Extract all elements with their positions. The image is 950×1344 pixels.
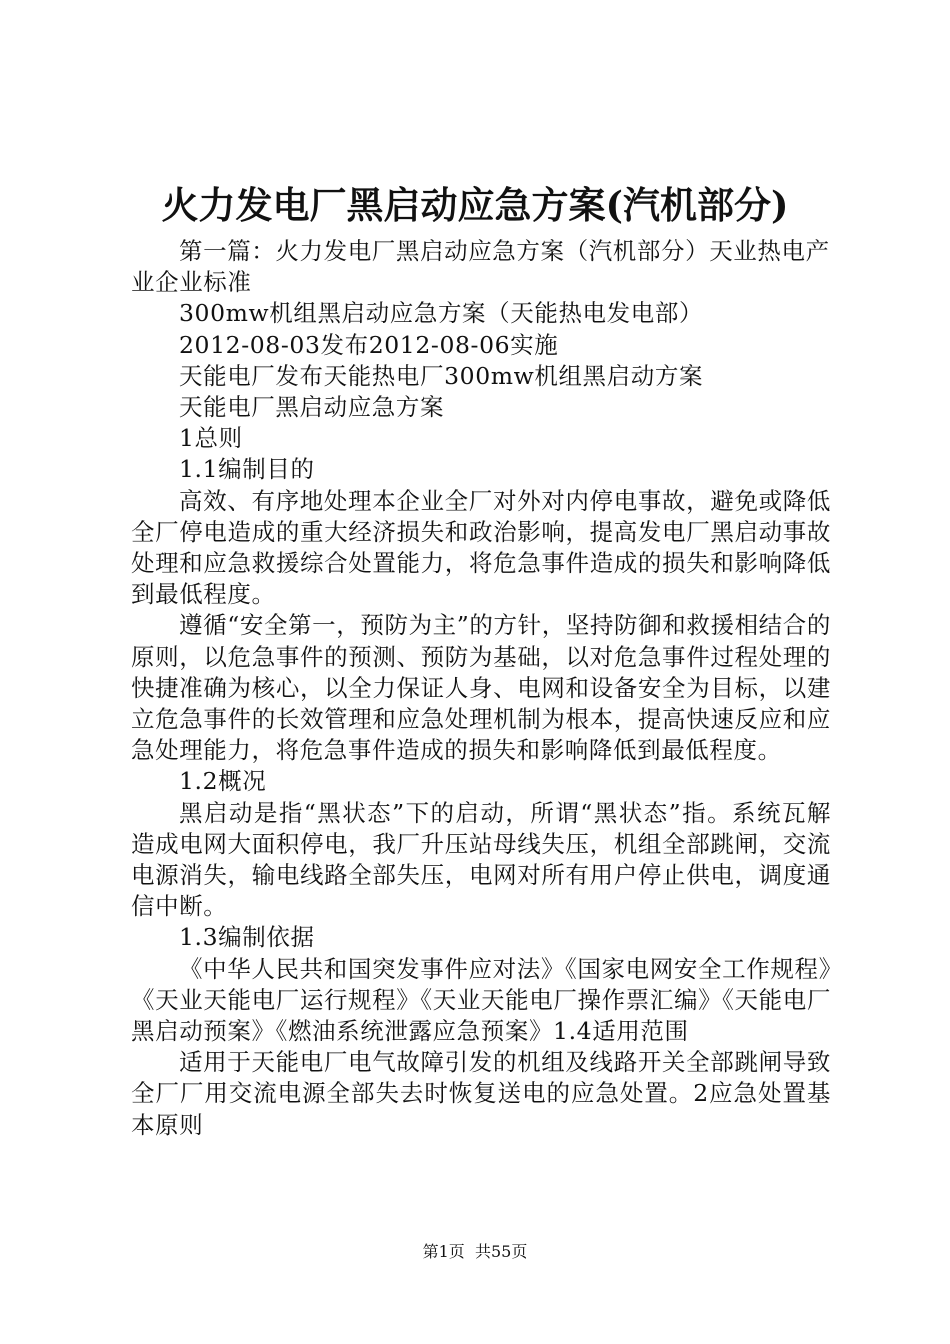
paragraph-overview: 黑启动是指“黑状态”下的启动，所谓“黑状态”指。系统瓦解造成电网大面积停电，我厂升压站母线失压，机组全部跳闸，交流电源消失，输电线路全部失压，电网对所有用户停止供电，调度通信中断。	[131, 798, 831, 921]
paragraph-scope: 适用于天能电厂电气故障引发的机组及线路开关全部跳闸导致全厂厂用交流电源全部失去时恢复送电的应急处置。2应急处置基本原则	[131, 1048, 831, 1139]
paragraph-principle: 遵循“安全第一，预防为主”的方针，坚持防御和救援相结合的原则，以危急事件的预测、预防为基础，以对危急事件过程处理的快捷准确为核心，以全力保证人身、电网和设备安全为目标，以建立危急事件的长效管理和应急处理机制为根本，提高快速反应和应急处理能力，将危急事件造成的损失和影响降低到最低程度。	[131, 611, 831, 765]
section-heading-overview: 1.2概况	[179, 767, 267, 796]
paragraph-subtitle: 天能电厂黑启动应急方案	[179, 393, 445, 422]
page-footer	[0, 1240, 950, 1264]
page-total: 共55页	[474, 1242, 528, 1261]
paragraph-purpose: 高效、有序地处理本企业全厂对外对内停电事故，避免或降低全厂停电造成的重大经济损失和政治影响，提高发电厂黑启动事故处理和应急救援综合处置能力，将危急事件造成的损失和影响降低到最低程度。	[131, 486, 831, 609]
paragraph-plan-name: 300mw机组黑启动应急方案（天能热电发电部）	[179, 299, 704, 328]
section-heading-general: 1总则	[179, 424, 243, 453]
document-body	[131, 236, 831, 1141]
paragraph-basis: 《中华人民共和国突发事件应对法》《国家电网安全工作规程》《天业天能电厂运行规程》《天业天能电厂操作票汇编》《天能电厂黑启动预案》《燃油系统泄露应急预案》1.4适用范围	[131, 954, 831, 1046]
paragraph-dates: 2012-08-03发布2012-08-06实施	[179, 330, 559, 359]
section-heading-purpose: 1.1编制目的	[179, 455, 315, 484]
document-title: 火力发电厂黑启动应急方案(汽机部分)	[161, 183, 789, 227]
section-heading-basis: 1.3编制依据	[179, 923, 315, 952]
page-number: 第1页	[422, 1242, 465, 1261]
paragraph-publisher: 天能电厂发布天能热电厂300mw机组黑启动方案	[179, 361, 704, 390]
paragraph-intro: 第一篇：火力发电厂黑启动应急方案（汽机部分）天业热电产业企业标准	[131, 237, 830, 297]
